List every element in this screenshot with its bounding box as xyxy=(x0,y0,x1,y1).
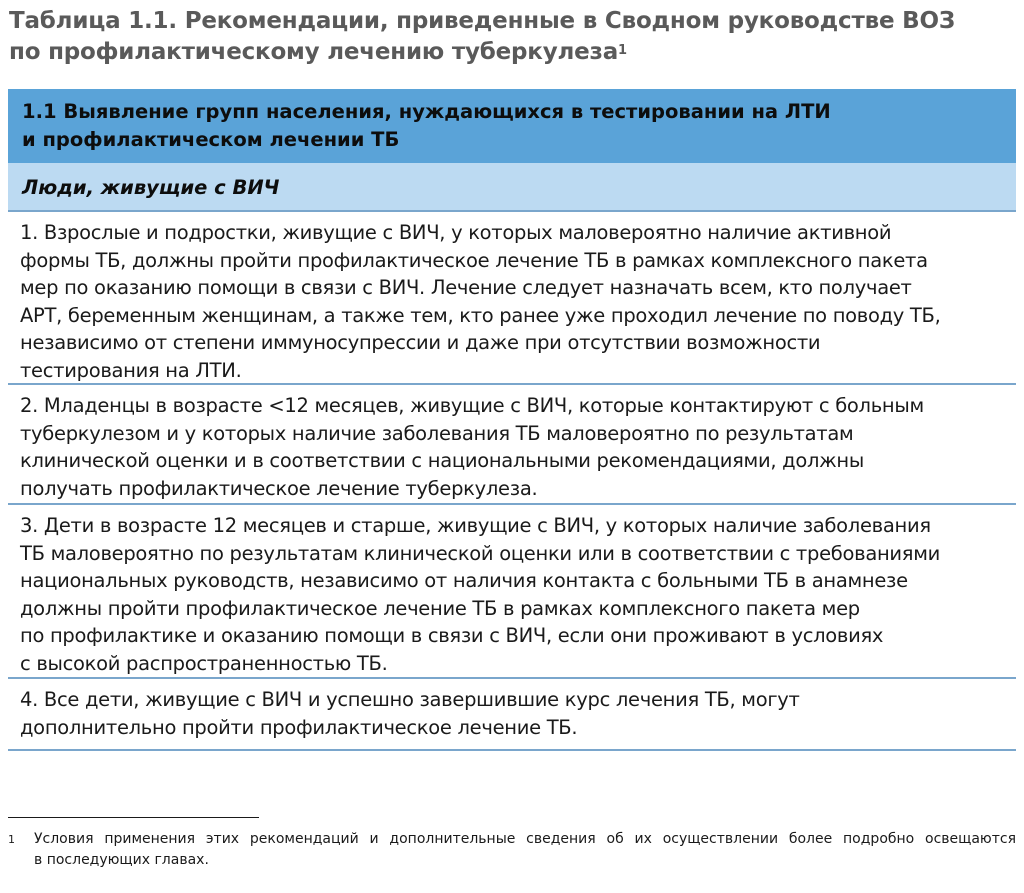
section-header-line-1: 1.1 Выявление групп населения, нуждающихся в тестировании на ЛТИ xyxy=(22,100,831,123)
recommendation-line: 4. Все дети, живущие с ВИЧ и успешно завершившие курс лечения ТБ, могут xyxy=(20,688,800,711)
recommendation-line: тестирования на ЛТИ. xyxy=(20,358,242,382)
table-title xyxy=(9,6,1009,68)
footnote xyxy=(8,829,1016,871)
recommendation-row xyxy=(8,679,1016,751)
title-line-1: Таблица 1.1. Рекомендации, приведенные в Сводном руководстве ВОЗ xyxy=(9,8,955,34)
footnote-reference[interactable]: 1 xyxy=(618,43,627,58)
recommendation-line: дополнительно пройти профилактическое лечение ТБ. xyxy=(20,715,578,739)
footnote-text xyxy=(34,829,1016,871)
footnote-mark: 1 xyxy=(8,833,15,846)
recommendation-line: получать профилактическое лечение туберкулеза. xyxy=(20,476,538,500)
recommendations-table xyxy=(8,89,1016,751)
recommendation-line: должны пройти профилактическое лечение ТБ в рамках комплексного пакета мер xyxy=(20,596,860,620)
recommendation-line: национальных руководств, независимо от наличия контакта с больными ТБ в анамнезе xyxy=(20,569,908,592)
section-header-line-2: и профилактическом лечении ТБ xyxy=(22,128,400,151)
recommendation-line: 3. Дети в возрасте 12 месяцев и старше, живущие с ВИЧ, у которых наличие заболевания xyxy=(20,514,931,537)
recommendation-line: мер по оказанию помощи в связи с ВИЧ. Лечение следует назначать всем, кто получает xyxy=(20,276,912,299)
recommendation-line: 1. Взрослые и подростки, живущие с ВИЧ, у которых маловероятно наличие активной xyxy=(20,221,892,244)
recommendation-row xyxy=(8,385,1016,505)
footnote-line-1: Условия применения этих рекомендаций и дополнительные сведения об их осуществлении более подробно освещаются xyxy=(34,831,1016,847)
recommendation-row xyxy=(8,212,1016,385)
title-line-2 xyxy=(9,37,1009,68)
recommendation-line: по профилактике и оказанию помощи в связи с ВИЧ, если они проживают в условиях xyxy=(20,624,884,647)
recommendation-line: с высокой распространенностью ТБ. xyxy=(20,651,388,675)
recommendation-line: формы ТБ, должны пройти профилактическое лечение ТБ в рамках комплексного пакета xyxy=(20,248,928,272)
recommendation-row xyxy=(8,505,1016,679)
footnote-divider xyxy=(8,817,259,818)
title-line-2-text: по профилактическому лечению туберкулеза xyxy=(9,39,619,65)
recommendation-line: туберкулезом и у которых наличие заболевания ТБ маловероятно по результатам xyxy=(20,421,854,445)
recommendation-line: 2. Младенцы в возрасте <12 месяцев, живущие с ВИЧ, которые контактируют с больным xyxy=(20,394,924,417)
recommendation-line: ТБ маловероятно по результатам клинической оценки или в соответствии с требованиями xyxy=(20,541,941,565)
population-subheader: Люди, живущие с ВИЧ xyxy=(8,163,1016,212)
footnote-line-2: в последующих главах. xyxy=(34,852,209,868)
recommendation-line: АРТ, беременным женщинам, а также тем, кто ранее уже проходил лечение по поводу ТБ, xyxy=(20,303,941,327)
recommendation-line: независимо от степени иммуносупрессии и даже при отсутствии возможности xyxy=(20,331,821,354)
recommendation-line: клинической оценки и в соответствии с национальными рекомендациями, должны xyxy=(20,449,864,472)
section-header xyxy=(8,89,1016,163)
